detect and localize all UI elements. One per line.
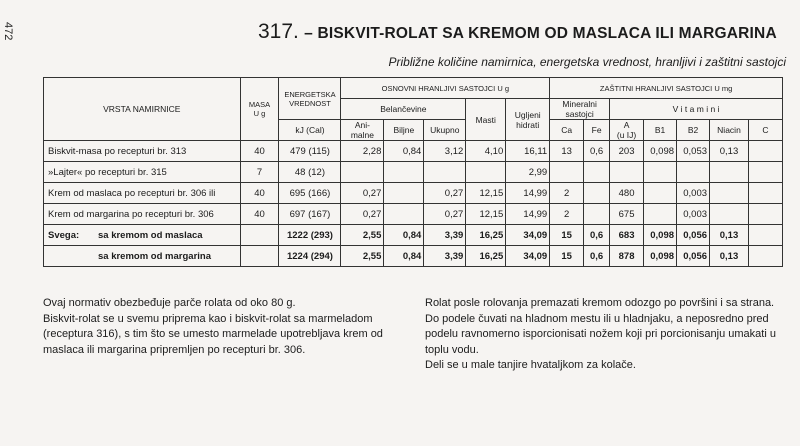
total-row: sa kremom od margarina 1224 (294) 2,55 0,84 3,39 16,25 34,09 15 0,6 878 0,098 0,056 0,13 <box>44 246 783 267</box>
text-left-column <box>43 296 409 358</box>
nutrition-table <box>43 77 783 267</box>
header-a: A (u IJ) <box>610 120 644 141</box>
header-b1: B1 <box>644 120 677 141</box>
header-biljne: Biljne <box>384 120 424 141</box>
paragraph: Deli se u male tanjire hvataljkom za kolače. <box>425 359 636 371</box>
header-vitamini: V i t a m i n i <box>610 99 783 120</box>
header-b2: B2 <box>677 120 710 141</box>
svega-label: Svega: <box>48 229 80 241</box>
page-number: 472 <box>2 22 14 41</box>
header-fe: Fe <box>584 120 610 141</box>
header-kj: kJ (Cal) <box>279 120 341 141</box>
header-osnovni: OSNOVNI HRANLJIVI SASTOJCI U g <box>341 78 550 99</box>
header-ukupno: Ukupno <box>424 120 466 141</box>
header-c: C <box>748 120 782 141</box>
paragraph: Ovaj normativ obezbeđuje parče rolata od oko 80 g. <box>43 297 296 309</box>
header-niacin: Niacin <box>710 120 749 141</box>
header-vrsta: VRSTA NAMIRNICE <box>44 78 241 141</box>
header-zastitni: ZAŠTITNI HRANLJIVI SASTOJCI U mg <box>550 78 783 99</box>
table-subtitle: Približne količine namirnica, energetska vrednost, hranljivi i zaštitni sastojci <box>388 55 786 69</box>
header-masti: Masti <box>466 99 506 141</box>
recipe-number: 317. <box>258 20 299 43</box>
header-animalne: Ani- malne <box>341 120 384 141</box>
text-right-column <box>425 296 787 374</box>
paragraph: Rolat posle rolovanja premazati kremom odozgo po površini i sa strana. Do podele čuvati na hladnom mestu ili u hladnjaku, a neposredno pred podelu ravnomerno isporcionisati nožem koji pri porcionisanju umakati u toplu vodu. <box>425 297 776 356</box>
header-mineralni: Mineralni sastojci <box>550 99 610 120</box>
header-ugljeni: Ugljeni hidrati <box>506 99 550 141</box>
total-row: Svega: sa kremom od maslaca 1222 (293) 2,55 0,84 3,39 16,25 34,09 15 0,6 683 0,098 0,056 0,13 <box>44 225 783 246</box>
header-belancevine: Belančevine <box>341 99 466 120</box>
table-row: »Lajter« po recepturi br. 315 7 48 (12) 2,99 <box>44 162 783 183</box>
recipe-name: – BISKVIT-ROLAT SA KREMOM OD MASLACA ILI MARGARINA <box>304 25 777 42</box>
table-row: Biskvit-masa po recepturi br. 313 40 479 (115) 2,28 0,84 3,12 4,10 16,11 13 0,6 203 0,098 0,053 0,13 <box>44 141 783 162</box>
header-energetska: ENERGETSKA VREDNOST <box>279 78 341 120</box>
header-masa: MASA U g <box>240 78 279 141</box>
recipe-title <box>258 20 777 44</box>
paragraph: Biskvit-rolat se u svemu priprema kao i biskvit-rolat sa marmeladom (receptura 316), s tim što se umesto marmelade upotrebljava krem od maslaca ili margarina pripremljen po recepturi br. 306. <box>43 312 383 356</box>
header-ca: Ca <box>550 120 584 141</box>
table-row: Krem od margarina po recepturi br. 306 40 697 (167) 0,27 0,27 12,15 14,99 2 675 0,003 <box>44 204 783 225</box>
table-row: Krem od maslaca po recepturi br. 306 ili 40 695 (166) 0,27 0,27 12,15 14,99 2 480 0,003 <box>44 183 783 204</box>
